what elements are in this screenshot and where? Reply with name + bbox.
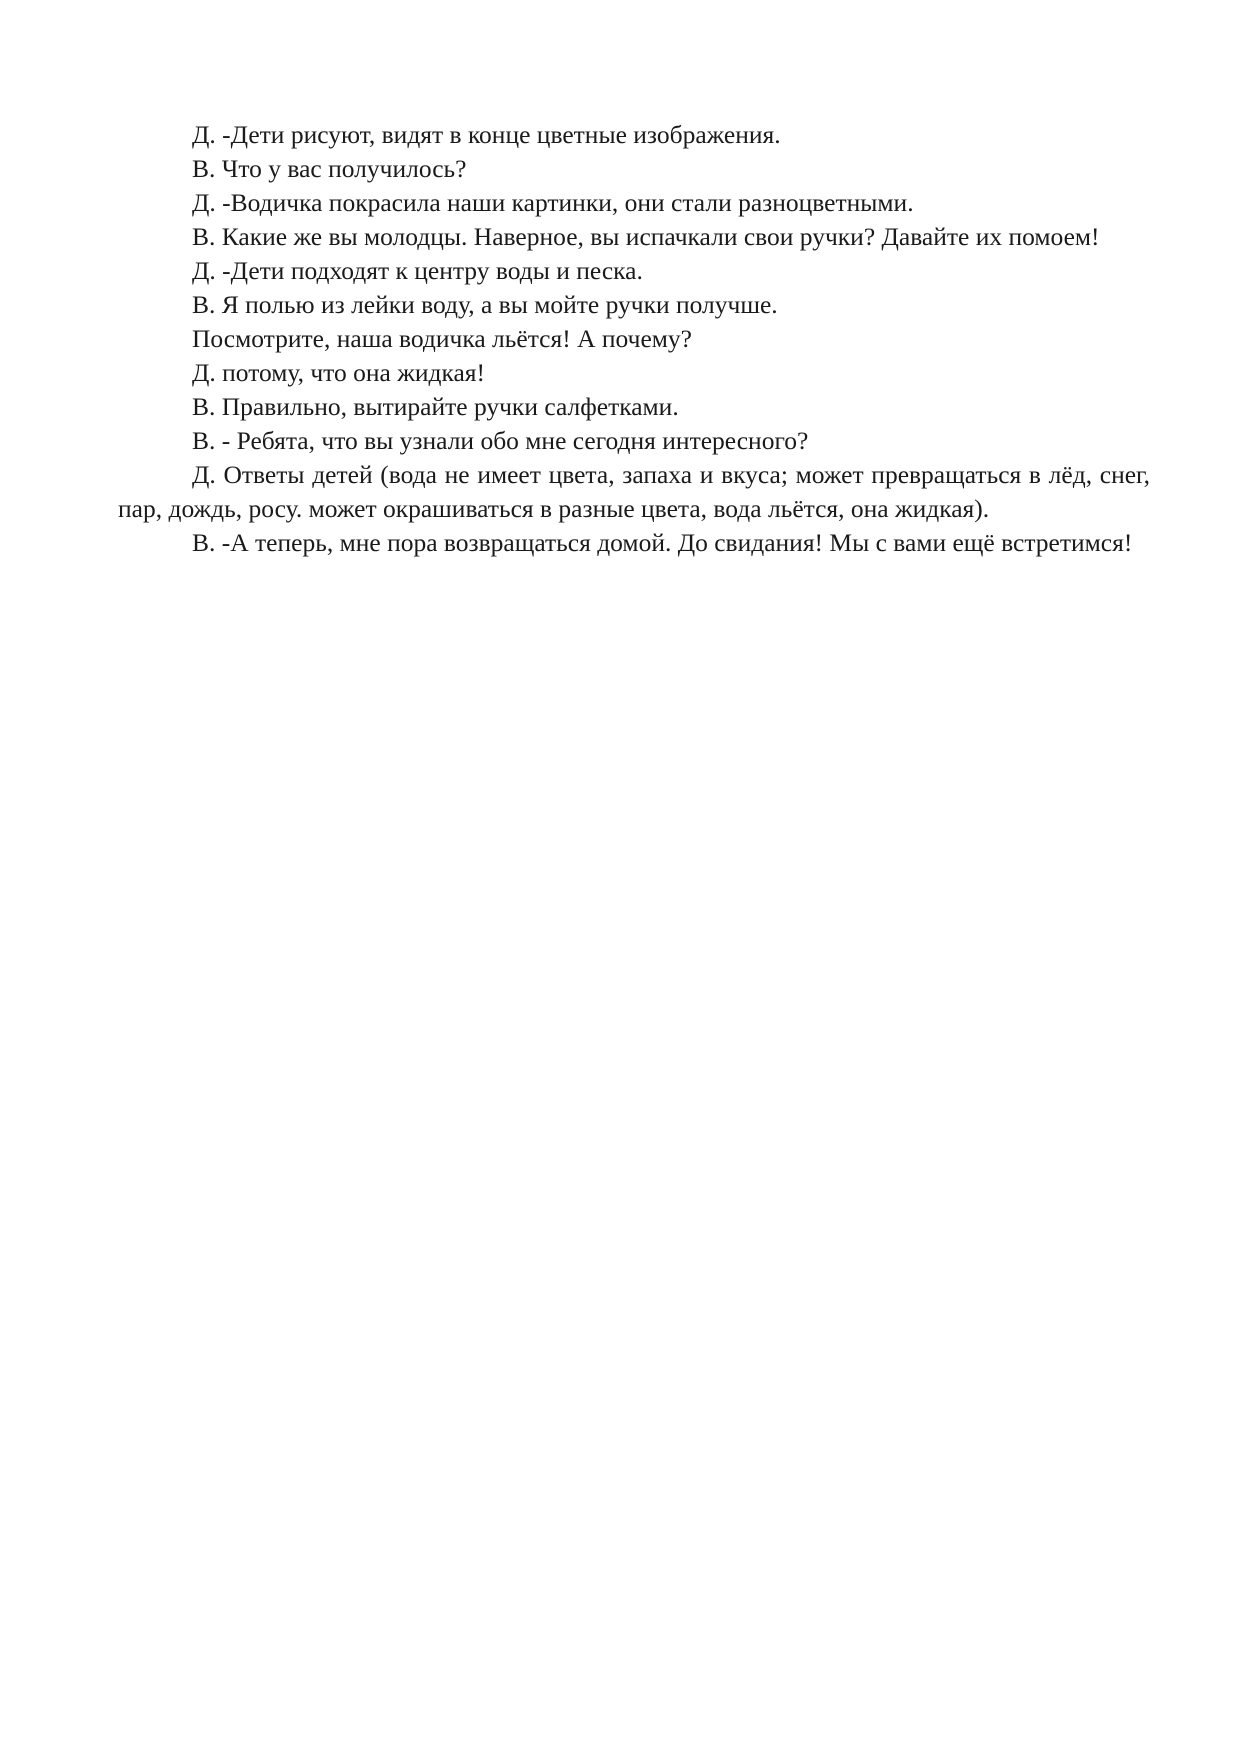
paragraph-12: В. -А теперь, мне пора возвращаться домой. До свидания! Мы с вами ещё встретимся! — [192, 528, 1133, 557]
paragraph-9: В. Правильно, вытирайте ручки салфетками. — [192, 392, 679, 421]
paragraph-2: В. Что у вас получилось? — [192, 154, 467, 183]
paragraph-10: В. - Ребята, что вы узнали обо мне сегодня интересного? — [192, 426, 809, 455]
paragraph-6: В. Я полью из лейки воду, а вы мойте ручки получше. — [192, 290, 778, 319]
paragraph-3: Д. -Водичка покрасила наши картинки, они стали разноцветными. — [192, 188, 914, 217]
paragraph-5: Д. -Дети подходят к центру воды и песка. — [192, 256, 643, 285]
paragraph-11: Д. Ответы детей (вода не имеет цвета, запаха и вкуса; может превращаться в лёд, снег, пар, дождь, росу. может окрашиваться в разные цвета, вода льётся, она жидкая). — [118, 460, 1150, 523]
paragraph-8: Д. потому, что она жидкая! — [192, 358, 485, 387]
paragraph-4: В. Какие же вы молодцы. Наверное, вы испачкали свои ручки? Давайте их помоем! — [192, 222, 1100, 251]
paragraph-7: Посмотрите, наша водичка льётся! А почему? — [192, 324, 692, 353]
document-body — [118, 118, 1150, 560]
paragraph-1: Д. -Дети рисуют, видят в конце цветные изображения. — [192, 120, 781, 149]
